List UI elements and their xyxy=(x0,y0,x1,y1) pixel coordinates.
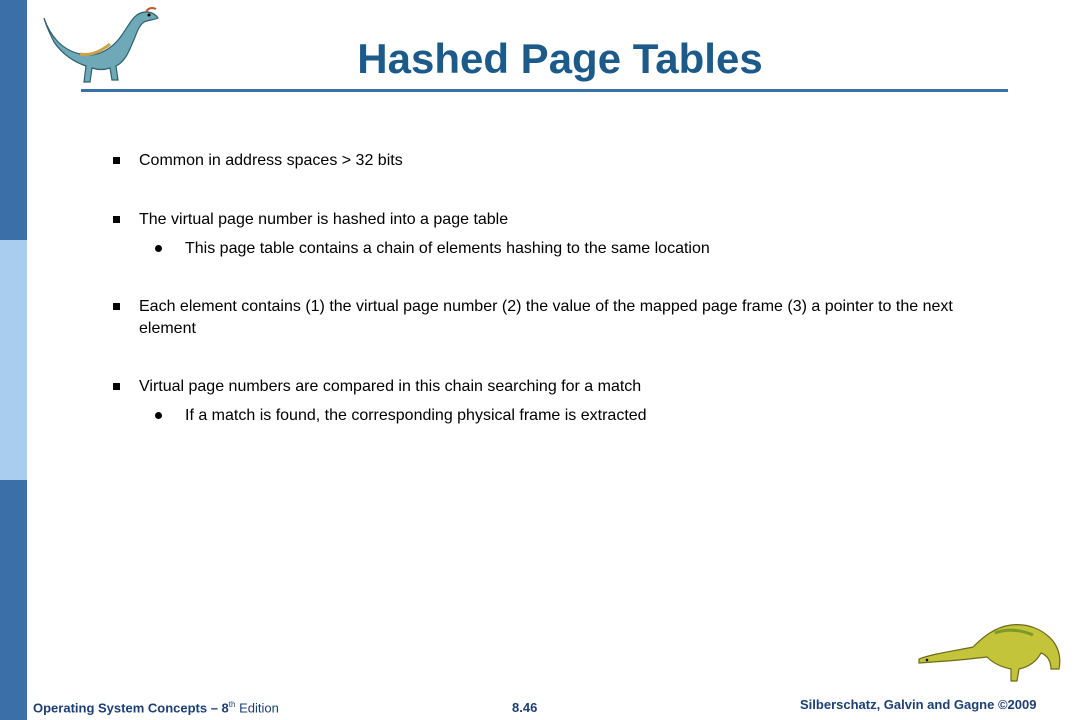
footer-book-suffix: Edition xyxy=(235,700,279,716)
sub-bullet-text: This page table contains a chain of elements hashing to the same location xyxy=(185,240,710,257)
round-bullet-icon xyxy=(155,412,162,419)
dinosaur-icon xyxy=(40,6,165,88)
sidebar-decoration xyxy=(0,0,27,720)
sidebar-segment-bottom xyxy=(0,480,27,720)
sidebar-segment-top xyxy=(0,0,27,240)
footer-book-sup: th xyxy=(228,700,236,709)
bullet-text: The virtual page number is hashed into a page table xyxy=(139,211,509,228)
bullet-text: Each element contains (1) the virtual page number (2) the value of the mapped page frame (3) a pointer to the next element xyxy=(139,298,953,337)
footer-copyright: Silberschatz, Galvin and Gagne ©2009 xyxy=(800,697,1037,712)
square-bullet-icon xyxy=(113,216,120,223)
page-title: Hashed Page Tables xyxy=(357,35,763,82)
round-bullet-icon xyxy=(155,245,162,252)
square-bullet-icon xyxy=(113,383,120,390)
title-divider xyxy=(81,89,1008,92)
bullet-text: Common in address spaces > 32 bits xyxy=(139,152,403,169)
square-bullet-icon xyxy=(113,157,120,164)
sub-bullet-text: If a match is found, the corresponding physical frame is extracted xyxy=(185,407,647,424)
footer-page-number: 8.46 xyxy=(512,700,538,715)
square-bullet-icon xyxy=(113,303,120,310)
dinosaur-icon xyxy=(915,607,1065,687)
sidebar-segment-middle xyxy=(0,240,27,480)
footer-book-title xyxy=(33,700,279,715)
bullet-text: Virtual page numbers are compared in this chain searching for a match xyxy=(139,378,642,395)
footer-book-prefix: Operating System Concepts – 8 xyxy=(33,700,229,716)
